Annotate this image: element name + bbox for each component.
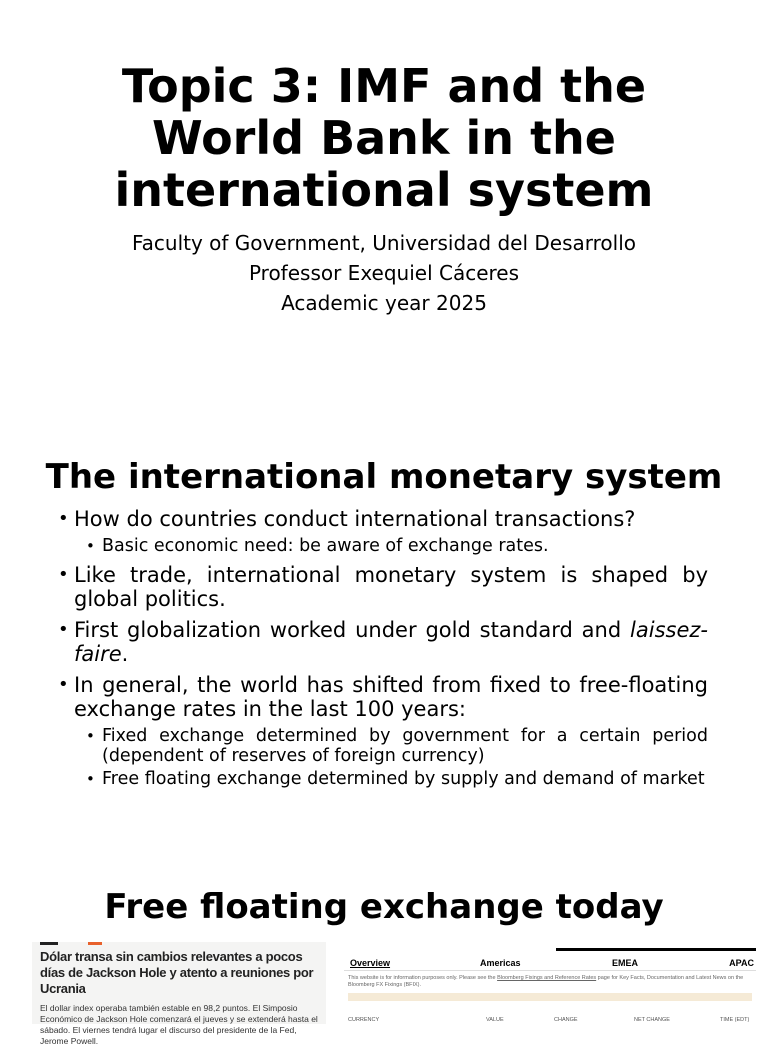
tab-overview[interactable]: Overview: [350, 958, 391, 968]
bullet-text: First globalization worked under gold standard and: [74, 618, 631, 642]
news-clipping: [32, 942, 326, 1046]
region-tabs: [344, 948, 756, 971]
academic-year-line: Academic year 2025: [281, 291, 487, 315]
page-title: Topic 3: IMF and the World Bank in the international system: [114, 59, 654, 217]
list-item: • Basic economic need: be aware of exchange rates.: [86, 536, 708, 556]
disclaimer-part: page for Key Facts, Documentation and Latest News on the Bloomberg FX Fixings (BFIX).: [348, 975, 744, 988]
list-item: [58, 673, 708, 789]
info-strip: [348, 993, 752, 1001]
list-item: [58, 618, 708, 666]
active-tab-indicator: [556, 948, 756, 951]
subtitle-block: [0, 228, 768, 318]
italic-term: laissez-faire: [74, 618, 708, 666]
faculty-line: Faculty of Government, Universidad del Desarrollo: [131, 231, 636, 255]
bullet-end: .: [121, 642, 129, 666]
list-item: • Fixed exchange determined by government for a certain period (dependent of reserves of foreign currency): [86, 726, 708, 766]
bullet-list: [58, 507, 708, 789]
disclaimer-text: [348, 975, 752, 989]
news-headline: Dólar transa sin cambios relevantes a pocos días de Jackson Hole y atento a reuniones por Ucrania: [40, 949, 314, 996]
column-header: CURRENCY: [348, 1017, 380, 1023]
table-header: [344, 1015, 756, 1027]
list-item: • Like trade, international monetary system is shaped by global politics.: [58, 563, 708, 611]
column-header: TIME (EDT): [720, 1017, 750, 1023]
floating-exchange-slide: [0, 886, 768, 928]
title-slide: [0, 60, 768, 318]
professor-line: Professor Exequiel Cáceres: [248, 261, 520, 285]
disclaimer-part: This website is for information purposes only. Please see the: [348, 975, 498, 981]
decorative-bar: [40, 942, 58, 945]
accent-bar: [88, 942, 102, 945]
bullet-text: In general, the world has shifted from fixed to free-floating exchange rates in the last 100 years:: [74, 673, 708, 721]
list-item: [58, 507, 708, 556]
fixings-link[interactable]: Bloomberg Fixings and Reference Rates: [497, 975, 597, 981]
list-item: • Free floating exchange determined by supply and demand of market: [86, 769, 708, 789]
bullet-text: How do countries conduct international transactions?: [74, 507, 636, 531]
tab-apac[interactable]: APAC: [729, 958, 754, 968]
news-body: El dollar index operaba también estable en 98,2 puntos. El Simposio Económico de Jackson Hole comenzará el jueves y se extenderá hasta el sábado. El viernes tendrá lugar el discurso del presidente de la Fed, Jerome Powell.: [40, 1003, 318, 1046]
column-header: NET CHANGE: [634, 1017, 670, 1023]
column-header: CHANGE: [554, 1017, 578, 1023]
tab-emea[interactable]: EMEA: [612, 958, 639, 968]
slide-heading: Free floating exchange today: [104, 887, 664, 927]
slide-heading: The international monetary system: [45, 457, 723, 497]
column-header: VALUE: [486, 1017, 504, 1023]
monetary-system-slide: [0, 458, 768, 796]
fx-rates-panel: [344, 948, 756, 1024]
tab-americas[interactable]: Americas: [480, 958, 521, 968]
